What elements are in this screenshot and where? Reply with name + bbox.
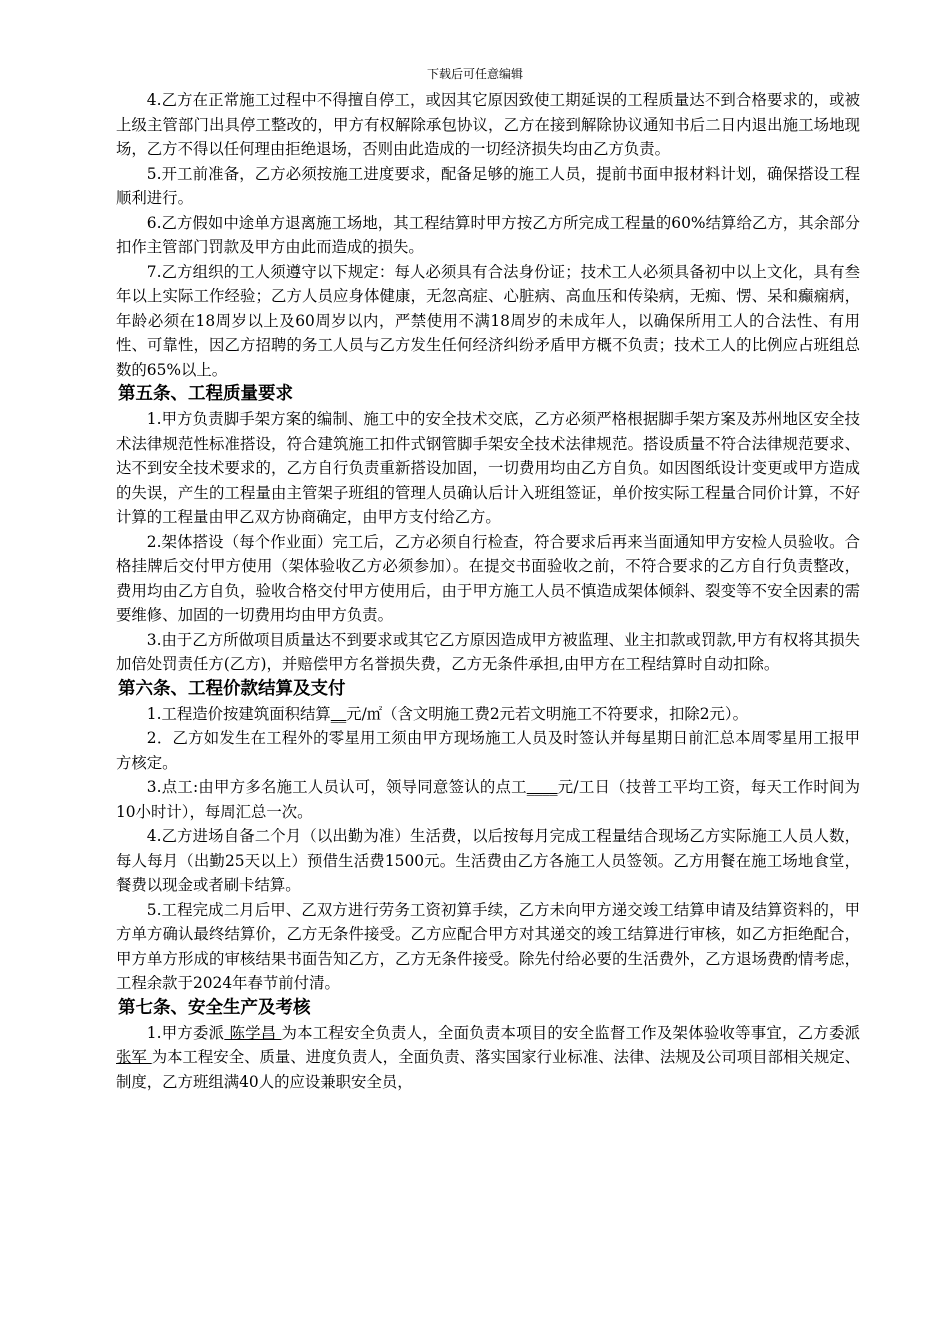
paragraph: 3.由于乙方所做项目质量达不到要求或其它乙方原因造成甲方被监理、业主扣款或罚款,甲方有权将其损失加倍处罚责任方(乙方)，并赔偿甲方名誉损失费，乙方无条件承担,由甲方在工程结算时自动扣除。 bbox=[116, 630, 860, 673]
paragraph: 2.架体搭设（每个作业面）完工后，乙方必须自行检查，符合要求后再来当面通知甲方安检人员验收。合格挂牌后交付甲方使用（架体验收乙方必须参加）。在提交书面验收之前，不符合要求的乙方自行负责整改，费用均由乙方自负，验收合格交付甲方使用后，由于甲方施工人员不慎造成架体倾斜、裂变等不安全因素的需要维修、加固的一切费用均由甲方负责。 bbox=[116, 532, 860, 624]
paragraph: 2．乙方如发生在工程外的零星用工须由甲方现场施工人员及时签认并每星期日前汇总本周零星用工报甲方核定。 bbox=[116, 729, 860, 772]
document-body bbox=[116, 88, 860, 1094]
underlined-name: 张军 bbox=[116, 1048, 152, 1066]
text-segment: 为本工程安全负责人，全面负责本项目的安全监督工作及架体验收等事宜，乙方委派 bbox=[281, 1023, 860, 1042]
text-segment: 为本工程安全、质量、进度负责人，全面负责、落实国家行业标准、法律、法规及公司项目部相关规定、制度，乙方班组满40人的应设兼职安全员， bbox=[116, 1048, 860, 1091]
paragraph bbox=[116, 775, 860, 824]
text-segment: 1.工程造价按建筑面积结算 bbox=[146, 704, 331, 723]
paragraph bbox=[116, 702, 860, 727]
text-segment: 3.点工:由甲方多名施工人员认可，领导同意签认的点工 bbox=[146, 778, 527, 796]
paragraph: 6.乙方假如中途单方退离施工场地，其工程结算时甲方按乙方所完成工程量的60%结算给乙方，其余部分扣作主管部门罚款及甲方由此而造成的损失。 bbox=[116, 213, 860, 256]
section-heading: 第五条、工程质量要求 bbox=[118, 384, 293, 404]
paragraph bbox=[116, 1021, 860, 1095]
text-segment: 元/㎡（含文明施工费2元若文明施工不符要求，扣除2元）。 bbox=[346, 704, 749, 723]
text-segment: 元/工日（技普工平均工资，每天工作时间为10小时计），每周汇总一次。 bbox=[116, 778, 861, 821]
paragraph: 5.工程完成二月后甲、乙双方进行劳务工资初算手续，乙方未向甲方递交竣工结算申请及结算资料的，甲方单方确认最终结算价，乙方无条件接受。乙方应配合甲方对其递交的竣工结算进行审核，如乙方拒绝配合，甲方单方形成的审核结果书面告知乙方，乙方无条件接受。除先付给必要的生活费外，乙方退场费酌情考虑，工程余款于2024年春节前付清。 bbox=[116, 900, 860, 992]
paragraph: 7.乙方组织的工人须遵守以下规定：每人必须具有合法身份证；技术工人必须具备初中以上文化，具有叁年以上实际工作经验；乙方人员应身体健康，无忽高症、心脏病、高血压和传染病，无痴、愣、呆和癫痫病，年龄必须在18周岁以上及60周岁以内，严禁使用不满18周岁的未成年人，以确保所用工人的合法性、有用性、可靠性，因乙方招聘的务工人员与乙方发生任何经济纠纷矛盾甲方概不负责；技术工人的比例应占班组总数的65%以上。 bbox=[116, 262, 860, 379]
section-heading: 第七条、安全生产及考核 bbox=[118, 997, 311, 1018]
paragraph: 1.甲方负责脚手架方案的编制、施工中的安全技术交底，乙方必须严格根据脚手架方案及苏州地区安全技术法律规范性标准搭设，符合建筑施工扣件式钢管脚手架安全技术法律规范。搭设质量不符合法律规范要求、达不到安全技术要求的，乙方自行负责重新搭设加固，一切费用均由乙方自负。如因图纸设计变更或甲方造成的失误，产生的工程量由主管架子班组的管理人员确认后计入班组签证，单价按实际工程量合同价计算，不好计算的工程量由甲乙双方协商确定，由甲方支付给乙方。 bbox=[116, 410, 860, 526]
page-header: 下载后可任意编辑 bbox=[426, 67, 523, 81]
paragraph: 5.开工前准备，乙方必须按施工进度要求，配备足够的施工人员，提前书面申报材料计划，确保搭设工程顺利进行。 bbox=[116, 164, 860, 207]
text-segment: 1.甲方委派 bbox=[146, 1023, 225, 1042]
section-heading: 第六条、工程价款结算及支付 bbox=[118, 678, 346, 699]
underlined-name: 陈学昌 bbox=[224, 1023, 282, 1042]
paragraph: 4.乙方在正常施工过程中不得擅自停工，或因其它原因致使工期延误的工程质量达不到合格要求的，或被上级主管部门出具停工整改的，甲方有权解除承包协议，乙方在接到解除协议通知书后二日内退出施工场地现场，乙方不得以任何理由拒绝退场，否则由此造成的一切经济损失均由乙方负责。 bbox=[116, 91, 860, 158]
blank-field: __ bbox=[330, 704, 347, 723]
blank-field: ____ bbox=[526, 778, 558, 796]
paragraph: 4.乙方进场自备二个月（以出勤为准）生活费，以后按每月完成工程量结合现场乙方实际施工人员人数，每人每月（出勤25天以上）预借生活费1500元。生活费由乙方各施工人员签领。乙方用餐在施工场地食堂，餐费以现金或者刷卡结算。 bbox=[116, 827, 860, 894]
